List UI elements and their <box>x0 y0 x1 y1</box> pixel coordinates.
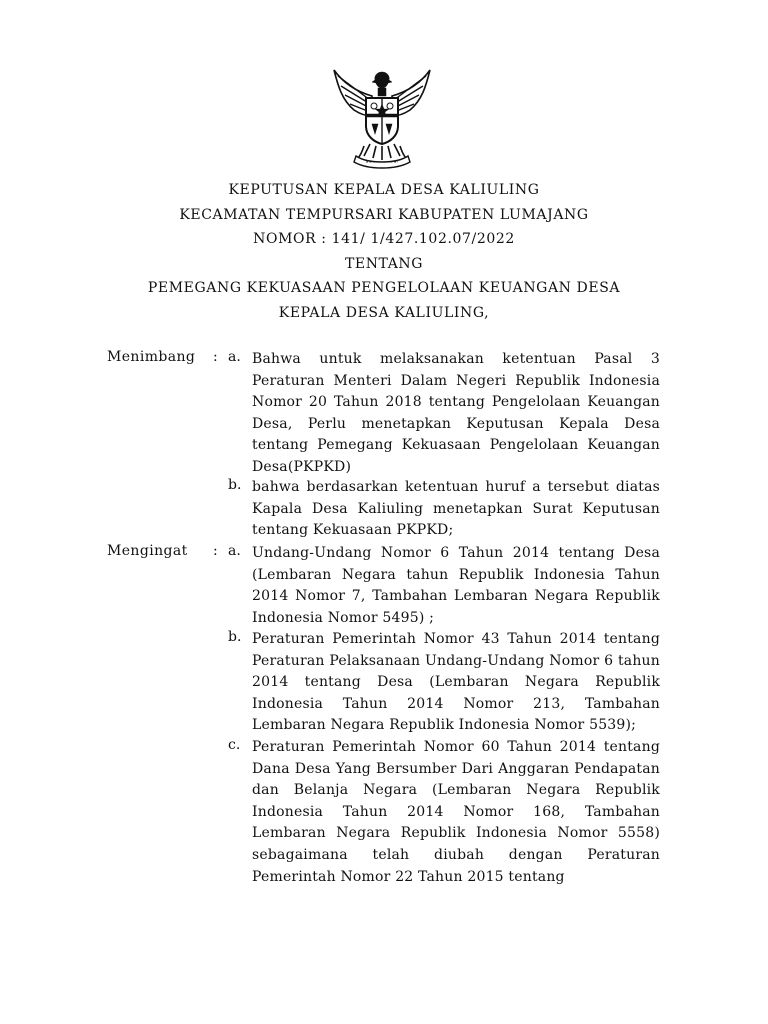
item-marker: a. <box>228 349 241 365</box>
header-authority: KEPALA DESA KALIULING, <box>278 304 490 321</box>
header-subject: PEMEGANG KEKUASAAN PENGELOLAAN KEUANGAN DESA <box>147 280 621 296</box>
item-marker: a. <box>228 543 241 559</box>
garuda-emblem-icon <box>328 66 436 170</box>
header-region: KECAMATAN TEMPURSARI KABUPATEN LUMAJANG <box>179 206 589 223</box>
mengingat-label: Mengingat <box>107 543 188 559</box>
header-tentang: TENTANG <box>344 255 424 272</box>
item-text: Undang-Undang Nomor 6 Tahun 2014 tentang Desa (Lembaran Negara tahun Republik Indonesia Tahun 2014 Nomor 7, Tambahan Lembaran Negara Republik Indonesia Nomor 5495) ; <box>252 545 660 626</box>
menimbang-label: Menimbang <box>107 349 196 365</box>
document-header <box>0 178 768 325</box>
item-marker: b. <box>228 629 242 645</box>
header-title: KEPUTUSAN KEPALA DESA KALIULING <box>228 182 540 198</box>
mengingat-colon: : <box>213 543 218 559</box>
item-marker: c. <box>228 737 241 753</box>
menimbang-colon: : <box>213 349 218 365</box>
header-number: NOMOR : 141/ 1/427.102.07/2022 <box>253 231 515 247</box>
item-text: bahwa berdasarkan ketentuan huruf a tersebut diatas Kapala Desa Kaliuling menetapkan Surat Keputusan tentang Kekuasaan PKPKD; <box>252 479 660 539</box>
item-text: Peraturan Pemerintah Nomor 43 Tahun 2014 tentang Peraturan Pelaksanaan Undang-Undang Nomor 6 tahun 2014 tentang Desa (Lembaran Negara Republik Indonesia Tahun 2014 Nomor 213, Tambahan Lembaran Negara Republik Indonesia Nomor 5539); <box>252 631 660 734</box>
item-marker: b. <box>228 477 242 493</box>
item-text: Bahwa untuk melaksanakan ketentuan Pasal 3 Peraturan Menteri Dalam Negeri Republik Indonesia Nomor 20 Tahun 2018 tentang Pengelolaan Keuangan Desa, Perlu menetapkan Keputusan Kepala Desa tentang Pemegang Kekuasaan Pengelolaan Keuangan Desa(PKPKD) <box>252 351 660 475</box>
item-text: Peraturan Pemerintah Nomor 60 Tahun 2014 tentang Dana Desa Yang Bersumber Dari Anggaran Pendapatan dan Belanja Negara (Lembaran Negara Republik Indonesia Tahun 2014 Nomor 168, Tambahan Lembaran Negara Republik Indonesia Nomor 5558) sebagaimana telah diubah dengan Peraturan Pemerintah Nomor 22 Tahun 2015 tentang <box>252 739 660 885</box>
